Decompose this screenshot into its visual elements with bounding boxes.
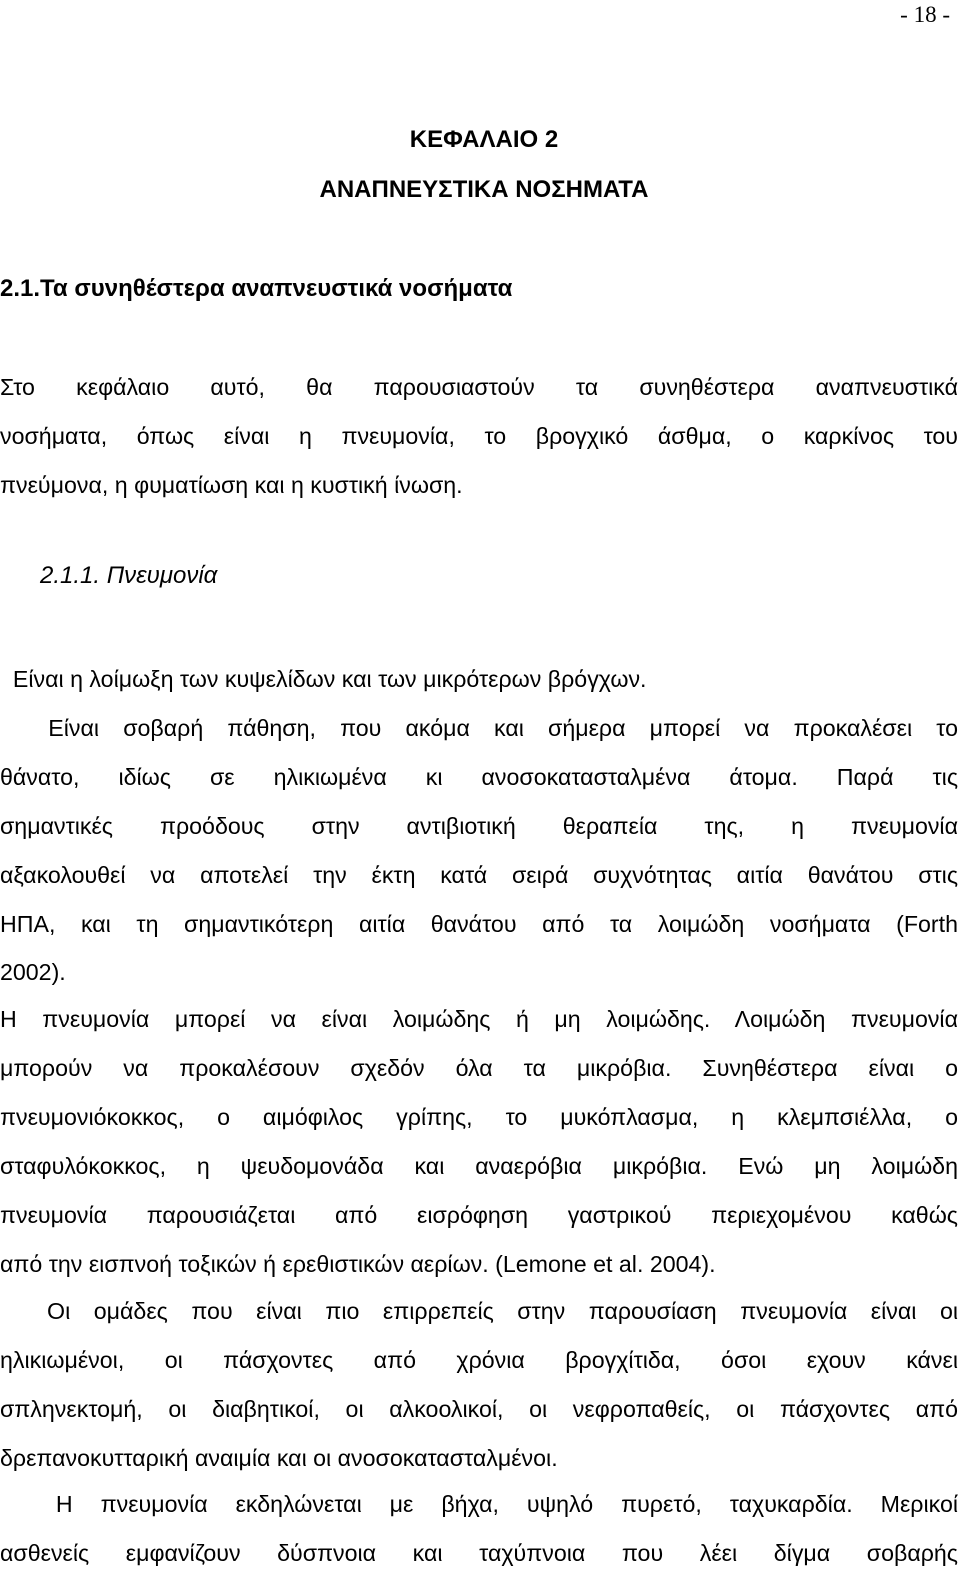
text-line: σπληνεκτομή, οι διαβητικοί, οι αλκοολικοί, οι νεφροπαθείς, οι πάσχοντες από xyxy=(0,1395,958,1422)
groups-paragraph xyxy=(0,1287,958,1483)
text-line: σημαντικές προόδους στην αντιβιοτική θεραπεία της, η πνευμονία xyxy=(0,812,958,839)
text-line: αξακολουθεί να αποτελεί την έκτη κατά σειρά συχνότητας αιτία θανάτου στις xyxy=(0,861,958,888)
text-line: πνεύμονα, η φυματίωση και η κυστική ίνωση. xyxy=(0,471,463,498)
text-line: από την εισπνοή τοξικών ή ερεθιστικών αερίων. (Lemone et al. 2004). xyxy=(0,1250,716,1277)
text-line: Οι ομάδες που είναι πιο επιρρεπείς στην παρουσίαση πνευμονία είναι οι xyxy=(0,1298,958,1324)
chapter-number: ΚΕΦΑΛΑΙΟ 2 xyxy=(409,126,559,153)
text-line: ηλικιωμένοι, οι πάσχοντες από χρόνια βρογχίτιδα, όσοι εχουν κάνει xyxy=(0,1346,958,1373)
symptoms-paragraph xyxy=(0,1480,958,1578)
text-line: νοσήματα, όπως είναι η πνευμονία, το βρογχικό άσθμα, ο καρκίνος του xyxy=(0,422,958,449)
text-line: ασθενείς εμφανίζουν δύσπνοια και ταχύπνοια που λέει δίγμα σοβαρής xyxy=(0,1539,958,1566)
text-line: σταφυλόκοκκος, η ψευδομονάδα και αναερόβια μικρόβια. Ενώ μη λοιμώδη xyxy=(0,1152,958,1179)
text-line: Η πνευμονία εκδηλώνεται με βήχα, υψηλό πυρετό, ταχυκαρδία. Μερικοί xyxy=(0,1491,958,1517)
text-line: Στο κεφάλαιο αυτό, θα παρουσιαστούν τα συνηθέστερα αναπνευστικά xyxy=(0,374,958,400)
text-line: Είναι η λοίμωξη των κυψελίδων και των μικρότερων βρόγχων. xyxy=(0,666,647,692)
definition-paragraph xyxy=(0,655,958,997)
text-line: πνευμονιόκοκκος, ο αιμόφιλος γρίπης, το μυκόπλασμα, η κλεμπσιέλλα, ο xyxy=(0,1103,958,1130)
text-line: πνευμονία παρουσιάζεται από εισρόφηση γαστρικού περιεχομένου καθώς xyxy=(0,1201,958,1228)
subsection-heading: 2.1.1. Πνευμονία xyxy=(40,562,218,589)
text-line: Είναι σοβαρή πάθηση, που ακόμα και σήμερα μπορεί να προκαλέσει το xyxy=(0,714,958,741)
page-number: - 18 - xyxy=(900,2,950,27)
intro-paragraph xyxy=(0,363,958,510)
types-paragraph xyxy=(0,995,958,1288)
section-heading: 2.1.Τα συνηθέστερα αναπνευστικά νοσήματα xyxy=(0,275,513,302)
text-line: Η πνευμονία μπορεί να είναι λοιμώδης ή μη λοιμώδης. Λοιμώδη πνευμονία xyxy=(0,1006,958,1032)
text-line: θάνατο, ιδίως σε ηλικιωμένα κι ανοσοκατασταλμένα άτομα. Παρά τις xyxy=(0,763,958,790)
text-line: δρεπανοκυτταρική αναιμία και οι ανοσοκατασταλμένοι. xyxy=(0,1444,558,1471)
text-line: ΗΠΑ, και τη σημαντικότερη αιτία θανάτου από τα λοιμώδη νοσήματα (Forth xyxy=(0,910,958,937)
text-line: μπορούν να προκαλέσουν σχεδόν όλα τα μικρόβια. Συνηθέστερα είναι ο xyxy=(0,1054,958,1081)
chapter-title: ΑΝΑΠΝΕΥΣΤΙΚΑ ΝΟΣΗΜΑΤΑ xyxy=(319,176,649,203)
text-line: 2002). xyxy=(0,959,66,986)
